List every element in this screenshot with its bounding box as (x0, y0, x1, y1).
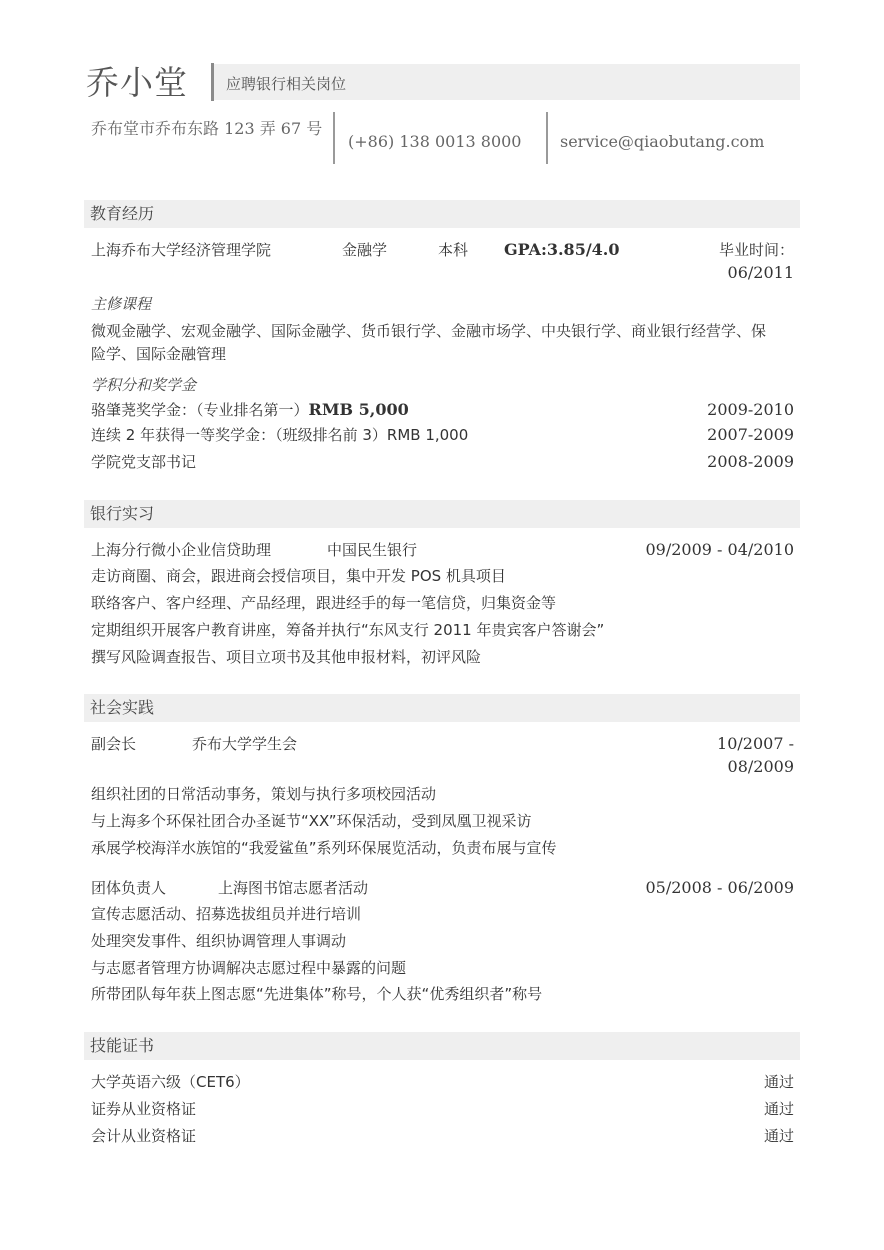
internship-bullet: 撰写风险调查报告、项目立项书及其他申报材料，初评风险 (91, 648, 482, 666)
contact-email: service@qiaobutang.com (560, 132, 765, 151)
award-text: 骆肇荛奖学金：（专业排名第一） (91, 401, 309, 419)
internship-bullet: 定期组织开展客户教育讲座，筹备并执行“东风支行 2011 年贵宾客户答谢会” (91, 621, 605, 639)
internship-role: 上海分行微小企业信贷助理 (91, 541, 272, 559)
candidate-name: 乔小堂 (86, 63, 188, 102)
major: 金融学 (342, 241, 388, 259)
contact-divider (546, 112, 548, 164)
gpa: GPA:3.85/4.0 (504, 240, 620, 259)
section-title: 技能证书 (90, 1036, 155, 1055)
contact-address: 乔布堂市乔布东路 123 弄 67 号 (91, 119, 323, 138)
target-position: 应聘银行相关岗位 (226, 75, 347, 93)
contact-phone: (+86) 138 0013 8000 (348, 132, 522, 151)
practice-role: 团体负责人 (91, 879, 167, 897)
practice-org: 上海图书馆志愿者活动 (218, 879, 369, 897)
header-divider (211, 63, 214, 101)
skill-status: 通过 (763, 1073, 794, 1091)
award-amount: RMB 5,000 (308, 400, 409, 419)
degree: 本科 (438, 241, 469, 259)
section-education-header (84, 200, 800, 228)
courses-line: 微观金融学、宏观金融学、国际金融学、货币银行学、金融市场学、中央银行学、商业银行经营学、保 (91, 322, 767, 340)
graduation-label: 毕业时间： (718, 241, 794, 259)
award-item: 学院党支部书记 (91, 453, 197, 471)
section-title: 银行实习 (90, 504, 155, 523)
skill-item: 会计从业资格证 (91, 1127, 197, 1145)
contact-divider (333, 112, 335, 164)
practice-period: 08/2009 (727, 757, 794, 776)
section-title: 教育经历 (90, 204, 155, 223)
practice-bullet: 承展学校海洋水族馆的“我爱鲨鱼”系列环保展览活动，负责布展与宣传 (91, 839, 557, 857)
award-date: 2007-2009 (707, 425, 794, 444)
award-item: 连续 2 年获得一等奖学金：（班级排名前 3）RMB 1,000 (91, 426, 469, 444)
award-date: 2009-2010 (707, 400, 794, 419)
awards-label: 学积分和奖学金 (91, 376, 197, 394)
courses-label: 主修课程 (91, 295, 152, 313)
graduation-date: 06/2011 (727, 263, 794, 282)
skill-status: 通过 (763, 1127, 794, 1145)
courses-line: 险学、国际金融管理 (91, 345, 227, 363)
internship-org: 中国民生银行 (327, 541, 418, 559)
practice-org: 乔布大学学生会 (192, 735, 298, 753)
section-practice-header (84, 694, 800, 722)
award-item (91, 399, 409, 421)
practice-period: 05/2008 - 06/2009 (645, 878, 794, 897)
internship-bullet: 联络客户、客户经理、产品经理，跟进经手的每一笔信贷，归集资金等 (91, 594, 557, 612)
practice-role: 副会长 (91, 735, 137, 753)
practice-bullet: 与上海多个环保社团合办圣诞节“XX”环保活动，受到凤凰卫视采访 (91, 812, 532, 830)
internship-period: 09/2009 - 04/2010 (645, 540, 794, 559)
practice-bullet: 宣传志愿活动、招募选拔组员并进行培训 (91, 905, 362, 923)
section-skills-header (84, 1032, 800, 1060)
skill-item: 大学英语六级（CET6） (91, 1073, 250, 1091)
practice-bullet: 与志愿者管理方协调解决志愿过程中暴露的问题 (91, 959, 407, 977)
practice-bullet: 所带团队每年获上图志愿“先进集体”称号，个人获“优秀组织者”称号 (91, 985, 543, 1003)
skill-item: 证券从业资格证 (91, 1100, 197, 1118)
school-name: 上海乔布大学经济管理学院 (91, 241, 272, 259)
skill-status: 通过 (763, 1100, 794, 1118)
section-title: 社会实践 (90, 698, 155, 717)
practice-bullet: 处理突发事件、组织协调管理人事调动 (91, 932, 347, 950)
award-date: 2008-2009 (707, 452, 794, 471)
practice-bullet: 组织社团的日常活动事务，策划与执行多项校园活动 (91, 785, 437, 803)
section-internship-header (84, 500, 800, 528)
practice-period: 10/2007 - (717, 734, 794, 753)
internship-bullet: 走访商圈、商会，跟进商会授信项目，集中开发 POS 机具项目 (91, 567, 506, 585)
